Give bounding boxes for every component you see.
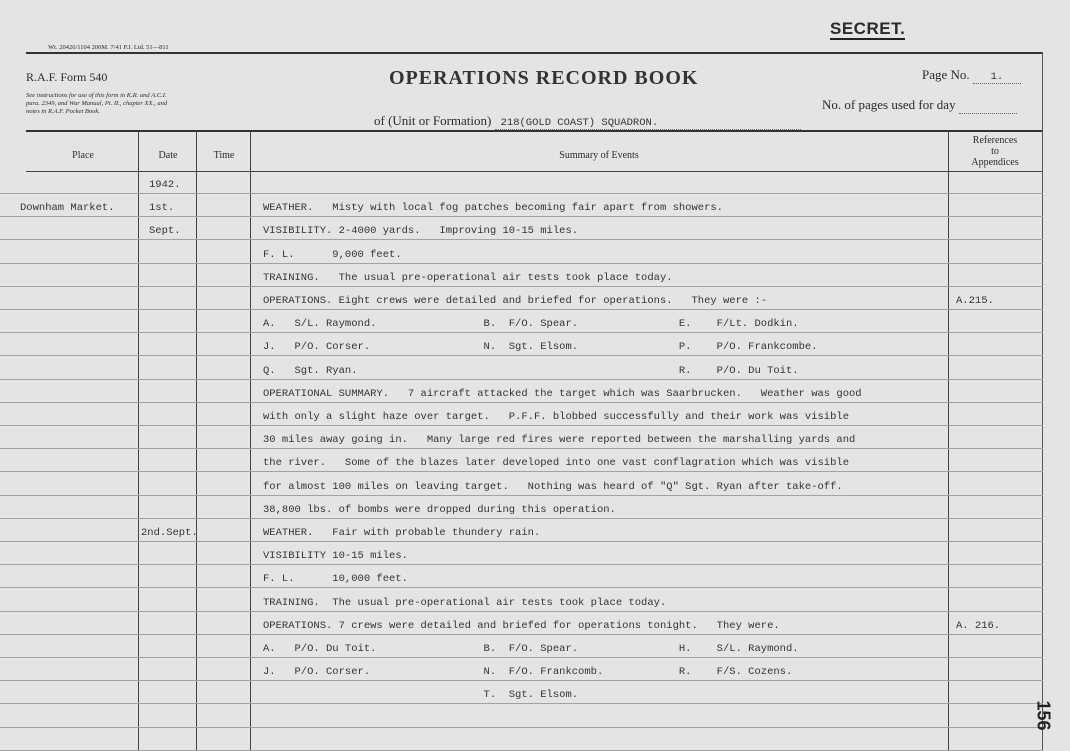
right-border xyxy=(1042,52,1043,750)
row-summary: TRAINING. The usual pre-operational air tests took place today. xyxy=(263,272,673,284)
row-summary: TRAINING. The usual pre-operational air tests took place today. xyxy=(263,597,667,609)
page-stamp: 156 xyxy=(1033,700,1054,731)
ruled-line xyxy=(0,193,1043,194)
row-summary: A. P/O. Du Toit. B. F/O. Spear. H. S/L. Raymond. xyxy=(263,643,799,655)
row-place: Downham Market. xyxy=(20,202,115,214)
col-summary: Summary of Events xyxy=(559,150,639,161)
ruled-line xyxy=(0,541,1043,542)
row-summary: OPERATIONS. 7 crews were detailed and briefed for operations tonight. They were. xyxy=(263,620,780,632)
ruled-line xyxy=(0,518,1043,519)
row-summary: the river. Some of the blazes later developed into one vast conflagration which was visible xyxy=(263,457,849,469)
classification-label: SECRET. xyxy=(830,19,906,38)
row-summary: for almost 100 miles on leaving target. Nothing was heard of "Q" Sgt. Ryan after take-off. xyxy=(263,481,843,493)
row-reference: A. 216. xyxy=(956,620,1001,632)
row-summary: VISIBILITY 10-15 miles. xyxy=(263,550,408,562)
ruled-line xyxy=(0,495,1043,496)
header-bottom-rule xyxy=(26,171,1042,172)
unit-value: 218(GOLD COAST) SQUADRON. xyxy=(495,117,801,130)
ruled-line xyxy=(0,355,1043,356)
unit-field: of (Unit or Formation) 218(GOLD COAST) SQUADRON. xyxy=(374,113,801,130)
ruled-line xyxy=(0,379,1043,380)
ruled-line xyxy=(0,216,1043,217)
pages-used-field: No. of pages used for day xyxy=(822,97,1017,114)
row-date: Sept. xyxy=(149,225,181,237)
top-rule xyxy=(26,52,1042,54)
row-summary: J. P/O. Corser. N. Sgt. Elsom. P. P/O. Frankcombe. xyxy=(263,341,818,353)
row-date: 1942. xyxy=(149,179,181,191)
ruled-line xyxy=(0,634,1043,635)
ruled-line xyxy=(0,448,1043,449)
table-top-rule xyxy=(26,130,1042,132)
ruled-line xyxy=(0,657,1043,658)
ruled-line xyxy=(0,703,1043,704)
ruled-line xyxy=(0,425,1043,426)
col-time: Time xyxy=(213,150,235,161)
page-title: OPERATIONS RECORD BOOK xyxy=(389,67,699,89)
row-summary: WEATHER. Fair with probable thundery rain. xyxy=(263,527,541,539)
page-number-field: Page No. 1. xyxy=(922,67,1021,84)
ruled-line xyxy=(0,680,1043,681)
row-summary: VISIBILITY. 2-4000 yards. Improving 10-15 miles. xyxy=(263,225,579,237)
form-number: R.A.F. Form 540 xyxy=(26,70,108,84)
printer-line: Wt. 20426/1104 200M. 7/41 P.J. Ltd. 51—811 xyxy=(48,44,169,51)
row-date: 2nd.Sept. xyxy=(141,527,198,539)
ruled-line xyxy=(0,727,1043,728)
row-summary: with only a slight haze over target. P.F.F. blobbed successfully and their work was visible xyxy=(263,411,849,423)
ruled-line xyxy=(0,564,1043,565)
col-place: Place xyxy=(72,150,94,161)
row-summary: F. L. 10,000 feet. xyxy=(263,573,408,585)
row-summary: J. P/O. Corser. N. F/O. Frankcomb. R. F/S. Cozens. xyxy=(263,666,793,678)
ruled-line xyxy=(0,587,1043,588)
row-summary: T. Sgt. Elsom. xyxy=(263,689,579,701)
ruled-line xyxy=(0,309,1043,310)
row-summary: OPERATIONS. Eight crews were detailed and briefed for operations. They were :- xyxy=(263,295,768,307)
ruled-line xyxy=(0,611,1043,612)
ruled-line xyxy=(0,332,1043,333)
ruled-line xyxy=(0,263,1043,264)
row-summary: WEATHER. Misty with local fog patches becoming fair apart from showers. xyxy=(263,202,723,214)
col-references: References to Appendices xyxy=(971,135,1019,168)
ruled-line xyxy=(0,286,1043,287)
row-date: 1st. xyxy=(149,202,175,214)
row-reference: A.215. xyxy=(956,295,994,307)
form-instructions: See instructions for use of this form in K.R. and A.C.I. para. 2349, and War Manual, Pt. II., chapter XX., and notes in R.A.F. Pocket Book. xyxy=(26,92,168,115)
ruled-line xyxy=(0,402,1043,403)
page-number-value: 1. xyxy=(973,71,1021,84)
row-summary: 38,800 lbs. of bombs were dropped during this operation. xyxy=(263,504,616,516)
row-summary: Q. Sgt. Ryan. R. P/O. Du Toit. xyxy=(263,365,799,377)
row-summary: 30 miles away going in. Many large red fires were reported between the marshalling yards and xyxy=(263,434,856,446)
row-summary: A. S/L. Raymond. B. F/O. Spear. E. F/Lt. Dodkin. xyxy=(263,318,799,330)
ruled-line xyxy=(0,471,1043,472)
col-date: Date xyxy=(158,150,178,161)
row-summary: F. L. 9,000 feet. xyxy=(263,249,402,261)
row-summary: OPERATIONAL SUMMARY. 7 aircraft attacked the target which was Saarbrucken. Weather was good xyxy=(263,388,862,400)
ruled-line xyxy=(0,239,1043,240)
